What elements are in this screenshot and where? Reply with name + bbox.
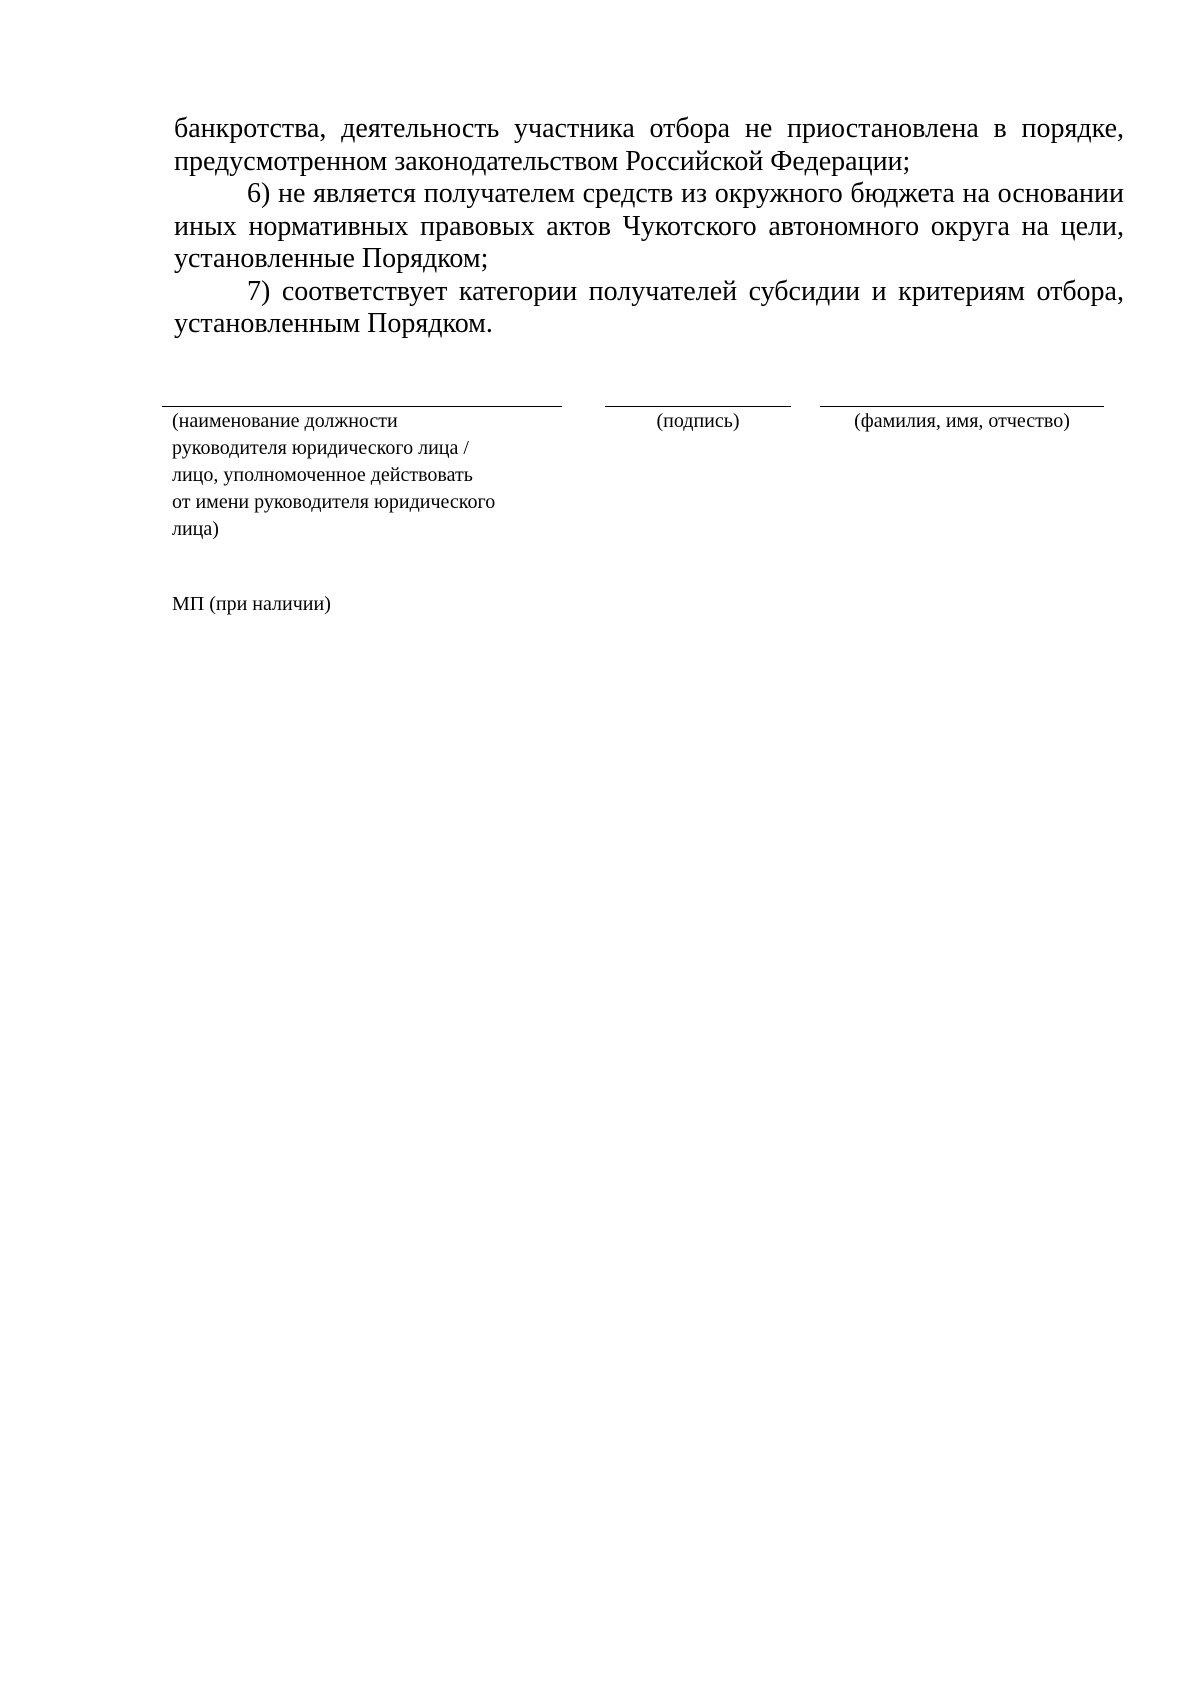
- paragraph-item-6: 6) не является получателем средств из окружного бюджета на основании иных нормативных правовых актов Чукотского автономного округа на цели, установленные Порядком;: [174, 178, 1124, 274]
- position-signature-line: [162, 406, 562, 407]
- position-caption: (наименование должности руководителя юридического лица / лицо, уполномоченное действовать от имени руководителя юридического лица): [172, 410, 496, 540]
- stamp-note: МП (при наличии): [172, 593, 331, 615]
- name-signature-line: [820, 406, 1104, 407]
- signature-caption: (подпись): [656, 410, 740, 432]
- name-caption: (фамилия, имя, отчество): [854, 410, 1070, 432]
- paragraph-item-7: 7) соответствует категории получателей субсидии и критериям отбора, установленным Порядком.: [174, 275, 1124, 339]
- paragraph-continuation: банкротства, деятельность участника отбора не приостановлена в порядке, предусмотренном законодательством Российской Федерации;: [174, 113, 1124, 177]
- document-body: [174, 113, 1124, 341]
- signature-line: [605, 406, 791, 407]
